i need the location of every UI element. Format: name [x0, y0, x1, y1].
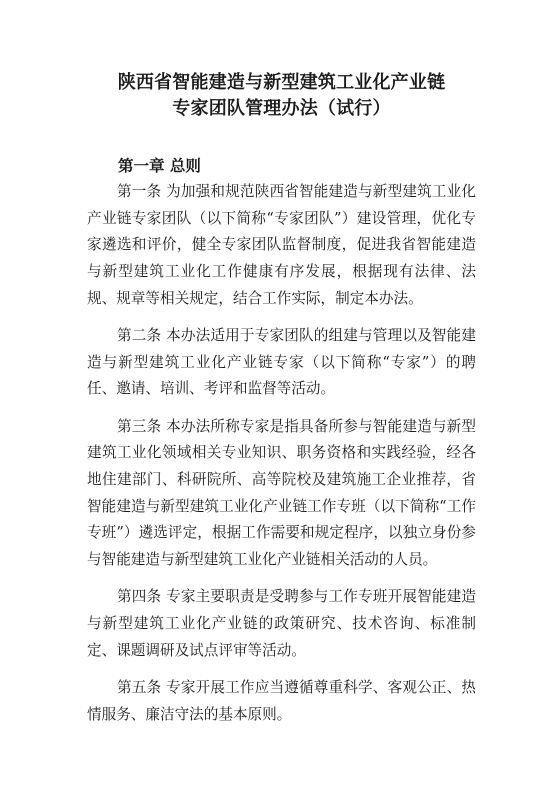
document-title	[87, 70, 476, 122]
article-1: 第一条 为加强和规范陕西省智能建造与新型建筑工业化产业链专家团队（以下简称“专家团队”）建设管理，优化专家遴选和评价，健全专家团队监督制度，促进我省智能建造与新型建筑工业化工作健康有序发展，根据现有法律、法规、规章等相关规定，结合工作实际，制定本办法。	[87, 183, 476, 307]
article-2: 第二条 本办法适用于专家团队的组建与管理以及智能建造与新型建筑工业化产业链专家（以下简称“专家”）的聘任、邀请、培训、考评和监督等活动。	[87, 327, 476, 398]
title-line-2: 专家团队管理办法（试行）	[172, 98, 391, 119]
article-5: 第五条 专家开展工作应当遵循尊重科学、客观公正、热情服务、廉洁守法的基本原则。	[87, 678, 476, 723]
article-4: 第四条 专家主要职责是受聘参与工作专班开展智能建造与新型建筑工业化产业链的政策研究、技术咨询、标准制定、课题调研及试点评审等活动。	[87, 588, 476, 659]
title-line-1: 陕西省智能建造与新型建筑工业化产业链	[117, 72, 446, 93]
article-3: 第三条 本办法所称专家是指具备所参与智能建造与新型建筑工业化领域相关专业知识、职务资格和实践经验，经各地住建部门、科研院所、高等院校及建筑施工企业推荐，省智能建造与新型建筑工业化产业链工作专班（以下简称“工作专班”）遴选评定，根据工作需要和规定程序，以独立身份参与智能建造与新型建筑工业化产业链相关活动的人员。	[87, 417, 476, 569]
chapter-heading: 第一章 总则	[118, 157, 201, 175]
